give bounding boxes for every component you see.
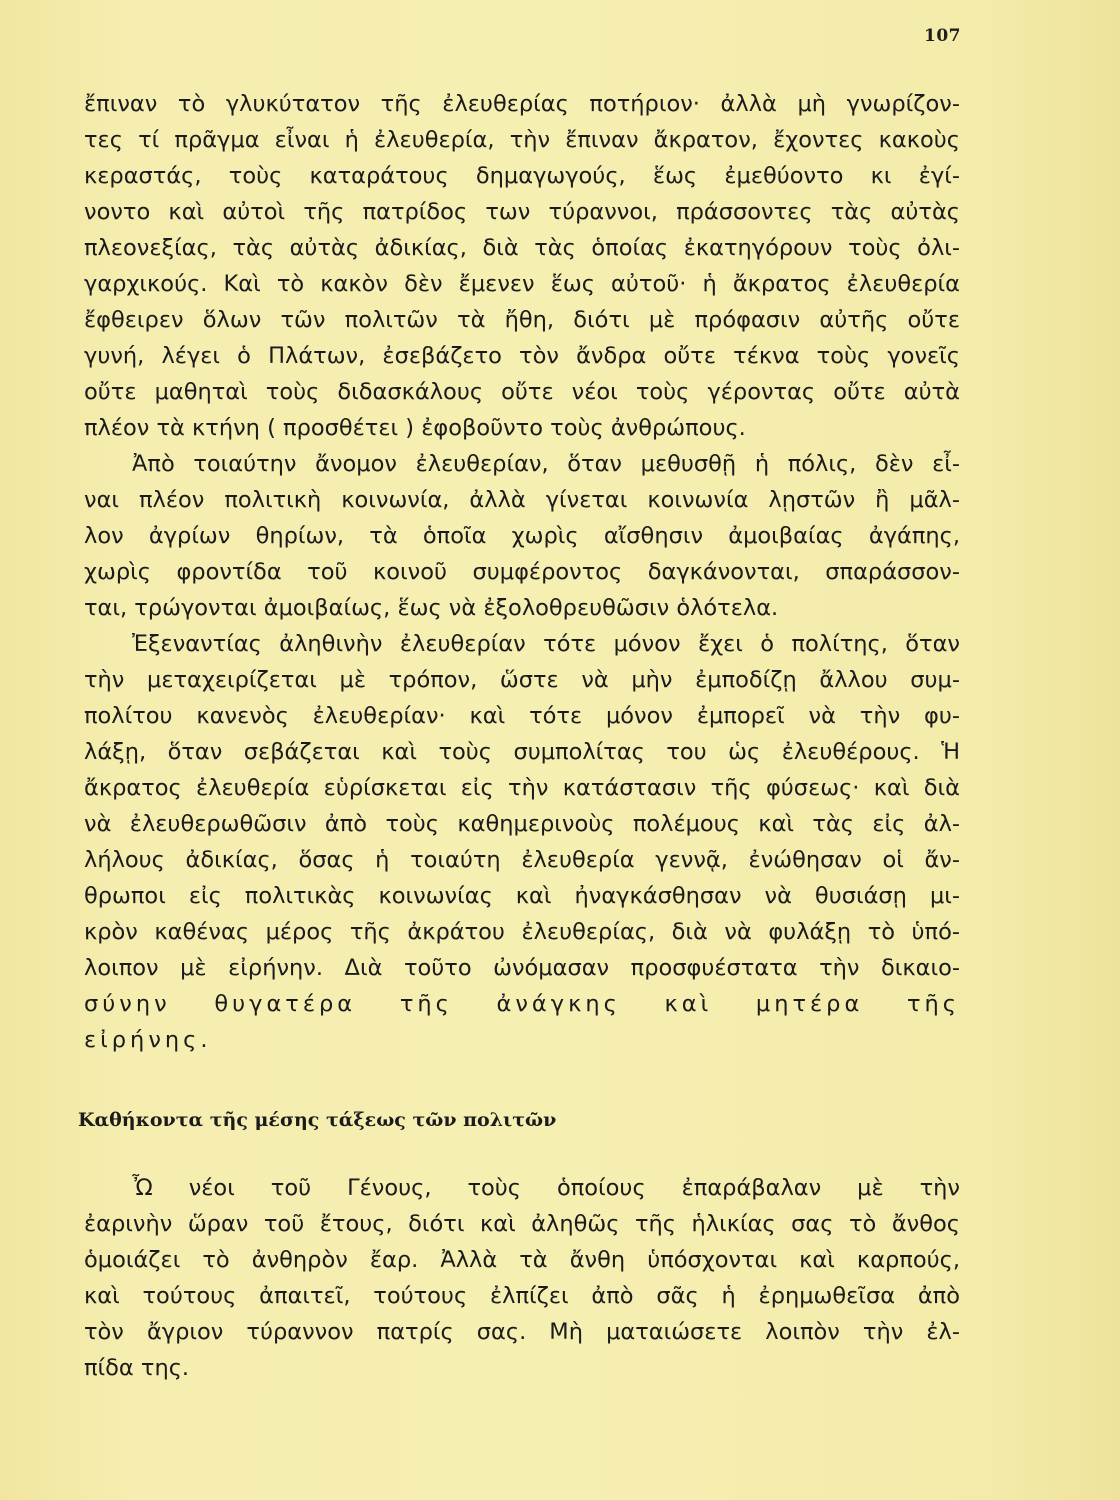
text-line: ἄκρατος ἐλευθερία εὑρίσκεται εἰς τὴν κατάστασιν τῆς φύσεως· καὶ διὰ <box>84 775 960 801</box>
text-line: τὴν μεταχειρίζεται μὲ τρόπον, ὥστε νὰ μὴν ἐμποδίζῃ ἄλλου συμ- <box>84 667 960 693</box>
page-number: 107 <box>924 26 961 46</box>
text-line: λάξῃ, ὅταν σεβάζεται καὶ τοὺς συμπολίτας του ὡς ἐλευθέρους. Ἡ <box>84 739 960 765</box>
text-line: πλέον τὰ κτήνη ( προσθέτει ) ἐφοβοῦντο τοὺς ἀνθρώπους. <box>84 415 746 441</box>
text-line: ὁμοιάζει τὸ ἀνθηρὸν ἔαρ. Ἀλλὰ τὰ ἄνθη ὑπόσχονται καὶ καρπούς, <box>84 1247 960 1273</box>
text-line: Ἀπὸ τοιαύτην ἄνομον ἐλευθερίαν, ὅταν μεθυσθῇ ἡ πόλις, δὲν εἶ- <box>132 451 960 477</box>
text-line: κεραστάς, τοὺς καταράτους δημαγωγούς, ἕως ἐμεθύοντο κι ἐγί- <box>84 163 960 189</box>
text-line: καὶ τούτους ἀπαιτεῖ, τούτους ἐλπίζει ἀπὸ σᾶς ἡ ἐρημωθεῖσα ἀπὸ <box>84 1283 960 1309</box>
text-line: σύνην θυγατέρα τῆς ἀνάγκης καὶ μητέρα τῆς <box>84 991 960 1017</box>
text-line: λοιπον μὲ εἰρήνην. Διὰ τοῦτο ὠνόμασαν προσφυέστατα τὴν δικαιο- <box>84 955 960 981</box>
text-line: λον ἀγρίων θηρίων, τὰ ὁποῖα χωρὶς αἴσθησιν ἀμοιβαίας ἀγάπης, <box>84 523 960 549</box>
text-line: πίδα της. <box>84 1355 190 1381</box>
text-line: κρὸν καθένας μέρος τῆς ἀκράτου ἐλευθερίας, διὰ νὰ φυλάξῃ τὸ ὑπό- <box>84 919 960 945</box>
text-line: νὰ ἐλευθερωθῶσιν ἀπὸ τοὺς καθημερινοὺς πολέμους καὶ τὰς εἰς ἀλ- <box>84 811 960 837</box>
text-line: οὔτε μαθηταὶ τοὺς διδασκάλους οὔτε νέοι τοὺς γέροντας οὔτε αὐτὰ <box>84 379 960 405</box>
text-line: Ἐξεναντίας ἀληθινὴν ἐλευθερίαν τότε μόνον ἔχει ὁ πολίτης, ὅταν <box>132 631 960 657</box>
text-line: ναι πλέον πολιτικὴ κοινωνία, ἀλλὰ γίνεται κοινωνία λῃστῶν ἢ μᾶλ- <box>84 487 960 513</box>
text-line: τες τί πρᾶγμα εἶναι ἡ ἐλευθερία, τὴν ἔπιναν ἄκρατον, ἔχοντες κακοὺς <box>84 127 960 153</box>
text-line: ἐαρινὴν ὥραν τοῦ ἔτους, διότι καὶ ἀληθῶς τῆς ἡλικίας σας τὸ ἄνθος <box>84 1211 960 1237</box>
text-line: Ὦ νέοι τοῦ Γένους, τοὺς ὁποίους ἐπαράβαλαν μὲ τὴν <box>132 1175 960 1201</box>
text-line: πολίτου κανενὸς ἐλευθερίαν· καὶ τότε μόνον ἐμπορεῖ νὰ τὴν φυ- <box>84 703 960 729</box>
text-line: γαρχικούς. Καὶ τὸ κακὸν δὲν ἔμενεν ἕως αὐτοῦ· ἡ ἄκρατος ἐλευθερία <box>84 271 960 297</box>
text-line: τὸν ἄγριον τύραννον πατρίς σας. Μὴ ματαιώσετε λοιπὸν τὴν ἐλ- <box>84 1319 960 1345</box>
text-line: χωρὶς φροντίδα τοῦ κοινοῦ συμφέροντος δαγκάνονται, σπαράσσον- <box>84 559 960 585</box>
text-line: ται, τρώγονται ἀμοιβαίως, ἕως νὰ ἐξολοθρευθῶσιν ὁλότελα. <box>84 595 779 621</box>
text-line: πλεονεξίας, τὰς αὐτὰς ἀδικίας, διὰ τὰς ὁποίας ἐκατηγόρουν τοὺς ὀλι- <box>84 235 960 261</box>
section-heading: Καθήκοντα τῆς μέσης τάξεως τῶν πολιτῶν <box>78 1109 557 1131</box>
text-line: θρωποι εἰς πολιτικὰς κοινωνίας καὶ ἠναγκάσθησαν νὰ θυσιάσῃ μι- <box>84 883 960 909</box>
text-line: εἰρήνης. <box>84 1027 212 1053</box>
text-line: ἔφθειρεν ὅλων τῶν πολιτῶν τὰ ἤθη, διότι μὲ πρόφασιν αὐτῆς οὔτε <box>84 307 960 333</box>
text-line: γυνή, λέγει ὁ Πλάτων, ἐσεβάζετο τὸν ἄνδρα οὔτε τέκνα τοὺς γονεῖς <box>84 343 960 369</box>
text-line: νοντο καὶ αὐτοὶ τῆς πατρίδος των τύραννοι, πράσσοντες τὰς αὐτὰς <box>84 199 960 225</box>
text-line: ἔπιναν τὸ γλυκύτατον τῆς ἐλευθερίας ποτήριον· ἀλλὰ μὴ γνωρίζον- <box>84 91 960 117</box>
text-line: λήλους ἀδικίας, ὅσας ἡ τοιαύτη ἐλευθερία γεννᾷ, ἐνώθησαν οἱ ἄν- <box>84 847 960 873</box>
